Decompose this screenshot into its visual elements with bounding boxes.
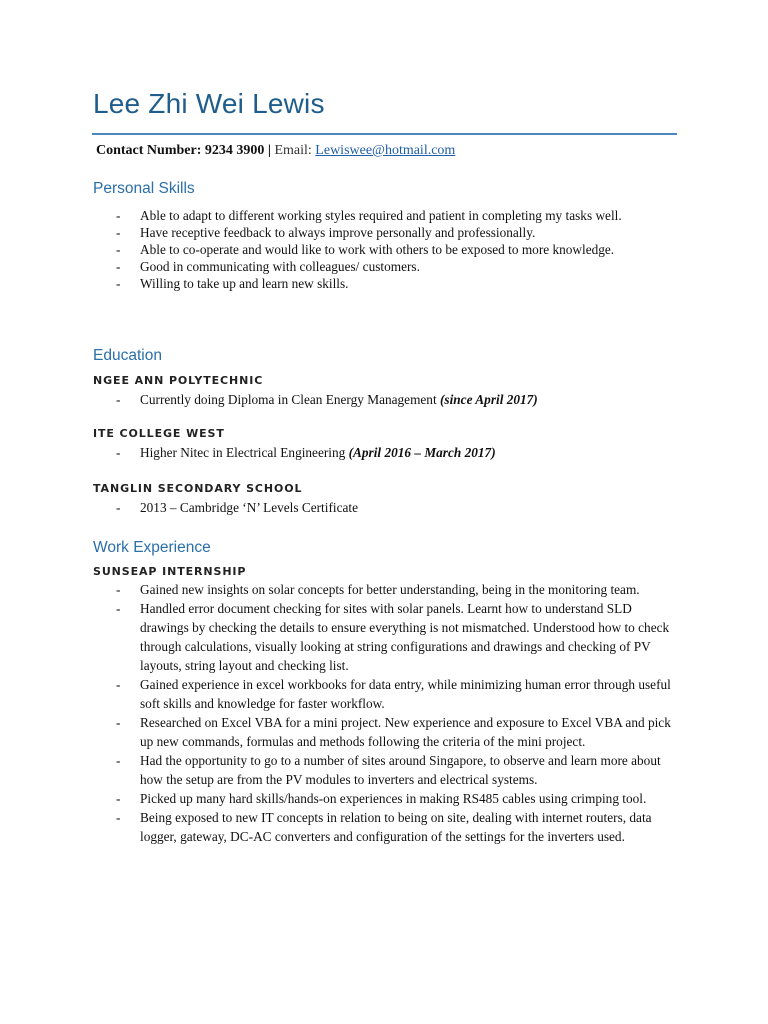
email-link[interactable]: Lewiswee@hotmail.com [315,143,456,158]
list-item: - Able to co-operate and would like to work with others to be exposed to more knowledge. [116,242,615,257]
list-item: - Higher Nitec in Electrical Engineering (April 2016 – March 2017) [116,445,496,460]
bullet-dash: - [116,677,121,692]
bullet-dash: - [116,791,121,806]
contact-line [96,143,455,159]
list-item: - Had the opportunity to go to a number of sites around Singapore, to observe and learn more about how the setup are from the PV modules to inverters and electrical systems. [116,753,661,787]
email-label: Email: [274,143,312,158]
candidate-name: Lee Zhi Wei Lewis [93,88,325,119]
list-item: - Currently doing Diploma in Clean Energy Management (since April 2017) [116,392,538,407]
contact-number: 9234 3900 [204,143,265,158]
education-heading: Education [93,347,162,364]
bullet-dash: - [116,242,121,257]
list-item: - Gained experience in excel workbooks for data entry, while minimizing human error through useful soft skills and knowledge for faster workflow. [116,677,671,711]
school-detail-list [116,444,676,461]
name-divider [92,133,677,135]
list-item: - Have receptive feedback to always improve personally and professionally. [116,225,536,240]
bullet-dash: - [116,225,121,240]
school-name: ITE COLLEGE WEST [93,427,225,440]
list-item: - Handled error document checking for sites with solar panels. Learnt how to understand SLD drawings by checking the details to ensure everything is not mismatched. Understood how to check through calculations, visually looking at string configurations and drawings and checking of PV layouts, string layout and checking list. [116,601,670,673]
school-detail-list [116,391,676,408]
list-item: - 2013 – Cambridge ‘N’ Levels Certificate [116,500,358,515]
personal-skills-list [116,207,676,292]
contact-separator: | [267,143,271,158]
bullet-dash: - [116,810,121,825]
bullet-dash: - [116,500,121,515]
bullet-dash: - [116,753,121,768]
work-experience-heading: Work Experience [93,539,211,556]
bullet-dash: - [116,276,121,291]
list-item: - Picked up many hard skills/hands-on experiences in making RS485 cables using crimping tool. [116,791,647,806]
list-item: - Willing to take up and learn new skills. [116,276,349,291]
school-detail-list [116,499,676,516]
bullet-dash: - [116,715,121,730]
work-experience-list [116,580,676,846]
period: (since April 2017) [439,392,538,407]
list-item: - Researched on Excel VBA for a mini project. New experience and exposure to Excel VBA and pick up new commands, formulas and methods following the criteria of the mini project. [116,715,671,749]
personal-skills-heading: Personal Skills [93,180,195,197]
bullet-dash: - [116,392,121,407]
contact-number-label: Contact Number: [96,143,202,158]
list-item: - Gained new insights on solar concepts for better understanding, being in the monitoring team. [116,582,640,597]
list-item: - Able to adapt to different working styles required and patient in completing my tasks well. [116,208,622,223]
bullet-dash: - [116,208,121,223]
school-name: NGEE ANN POLYTECHNIC [93,374,264,387]
company-name: SUNSEAP INTERNSHIP [93,565,247,578]
bullet-dash: - [116,582,121,597]
list-item: - Being exposed to new IT concepts in relation to being on site, dealing with internet routers, data logger, gateway, DC-AC converters and configuration of the settings for the inverters used. [116,810,652,844]
bullet-dash: - [116,445,121,460]
bullet-dash: - [116,259,121,274]
list-item: - Good in communicating with colleagues/ customers. [116,259,420,274]
bullet-dash: - [116,601,121,616]
period: (April 2016 – March 2017) [348,445,496,460]
school-name: TANGLIN SECONDARY SCHOOL [93,482,303,495]
